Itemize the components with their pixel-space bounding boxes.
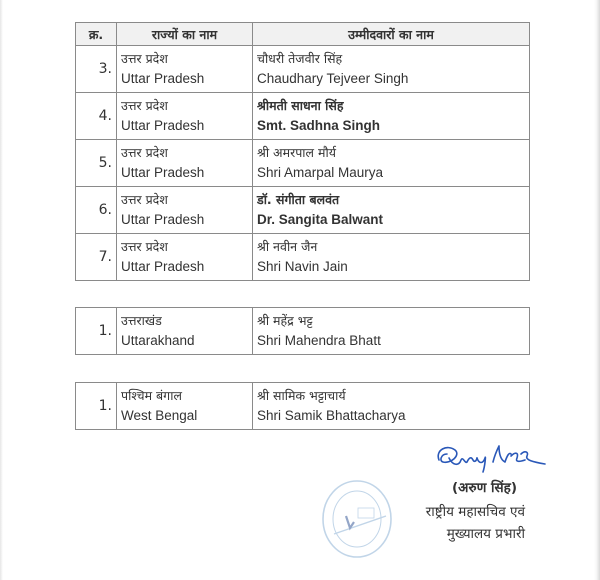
candidate-cell	[253, 383, 530, 430]
state-cell	[117, 46, 253, 93]
candidate-name-english: Dr. Sangita Balwant	[257, 212, 384, 227]
candidate-cell	[253, 93, 530, 140]
candidate-cell	[253, 234, 530, 281]
state-cell	[117, 93, 253, 140]
candidate-name-english: Shri Mahendra Bhatt	[257, 333, 381, 348]
state-name-hindi: उत्तर प्रदेश	[121, 51, 168, 66]
header-candidate: उम्मीदवारों का नाम	[253, 23, 530, 46]
header-state: राज्यों का नाम	[117, 23, 253, 46]
state-cell	[117, 140, 253, 187]
page-edge-left	[0, 0, 3, 580]
candidate-name-hindi: श्री सामिक भट्टाचार्य	[257, 388, 346, 403]
candidate-name-hindi: श्रीमती साधना सिंह	[257, 98, 344, 113]
signature-icon	[433, 440, 548, 476]
state-name-english: Uttar Pradesh	[121, 259, 205, 274]
candidate-table-west-bengal	[75, 382, 530, 430]
candidate-name-hindi: श्री अमरपाल मौर्य	[257, 145, 336, 160]
state-cell	[117, 308, 253, 355]
signatory-title-line2: मुख्यालय प्रभारी	[446, 526, 525, 542]
party-office-stamp-icon	[320, 478, 394, 560]
candidate-cell	[253, 140, 530, 187]
serial-number: 4.	[76, 93, 117, 140]
state-name-hindi: उत्तर प्रदेश	[121, 239, 168, 254]
candidate-name-english: Shri Amarpal Maurya	[257, 165, 384, 180]
state-cell	[117, 234, 253, 281]
state-name-english: Uttar Pradesh	[121, 165, 205, 180]
state-name-hindi: उत्तर प्रदेश	[121, 192, 168, 207]
table-row	[76, 308, 530, 355]
serial-number: 1.	[76, 383, 117, 430]
table-row	[76, 93, 530, 140]
table-row	[76, 383, 530, 430]
header-serial: क्र.	[76, 23, 117, 46]
signatory-title-line1: राष्ट्रीय महासचिव एवं	[425, 504, 525, 520]
candidate-name-hindi: चौधरी तेजवीर सिंह	[257, 51, 343, 66]
table-row	[76, 234, 530, 281]
serial-number: 3.	[76, 46, 117, 93]
serial-number: 5.	[76, 140, 117, 187]
state-name-english: Uttarakhand	[121, 333, 195, 348]
candidate-cell	[253, 187, 530, 234]
state-name-hindi: उत्तर प्रदेश	[121, 98, 168, 113]
table-row	[76, 46, 530, 93]
state-name-hindi: उत्तराखंड	[121, 313, 162, 328]
candidate-name-hindi: डॉ. संगीता बलवंत	[257, 192, 340, 207]
candidate-name-english: Smt. Sadhna Singh	[257, 118, 381, 133]
candidate-cell	[253, 46, 530, 93]
candidate-name-english: Shri Navin Jain	[257, 259, 348, 274]
signatory-name: (अरुण सिंह)	[452, 480, 517, 496]
candidate-table-uttarakhand	[75, 307, 530, 355]
state-name-english: Uttar Pradesh	[121, 118, 205, 133]
state-cell	[117, 187, 253, 234]
state-name-hindi: उत्तर प्रदेश	[121, 145, 168, 160]
candidate-name-hindi: श्री महेंद्र भट्ट	[257, 313, 313, 328]
state-cell	[117, 383, 253, 430]
serial-number: 1.	[76, 308, 117, 355]
candidate-table-uttar-pradesh	[75, 22, 530, 281]
signatory-block	[426, 477, 525, 545]
candidate-name-english: Chaudhary Tejveer Singh	[257, 71, 409, 86]
serial-number: 6.	[76, 187, 117, 234]
table-row	[76, 140, 530, 187]
state-name-hindi: पश्चिम बंगाल	[121, 388, 182, 403]
page-edge-right	[594, 0, 600, 580]
state-name-english: Uttar Pradesh	[121, 71, 205, 86]
state-name-english: Uttar Pradesh	[121, 212, 205, 227]
serial-number: 7.	[76, 234, 117, 281]
candidate-cell	[253, 308, 530, 355]
table-row	[76, 187, 530, 234]
table-header-row	[76, 23, 530, 46]
candidate-name-hindi: श्री नवीन जैन	[257, 239, 318, 254]
state-name-english: West Bengal	[121, 408, 198, 423]
candidate-name-english: Shri Samik Bhattacharya	[257, 408, 406, 423]
